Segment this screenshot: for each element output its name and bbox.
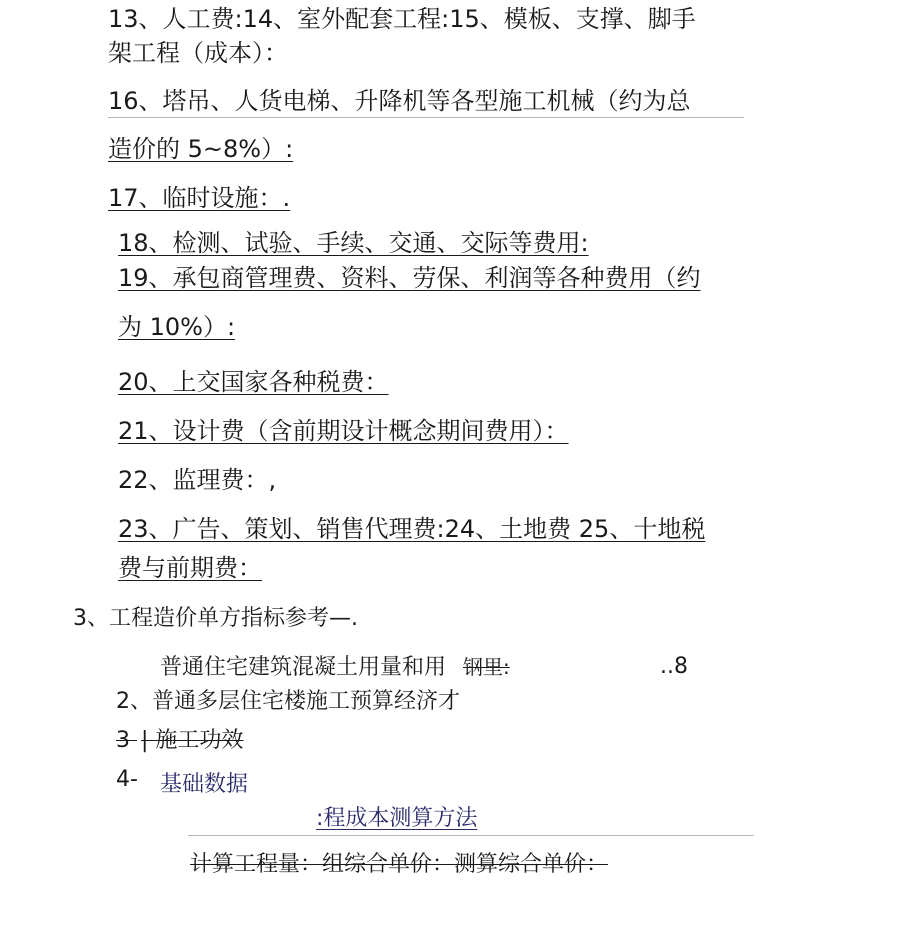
item-17: 17、临时设施：. xyxy=(108,184,291,212)
toc-item-4-number: 4- xyxy=(116,767,138,792)
toc-item-3-text: 施工功效 xyxy=(155,728,244,753)
toc-item-6: 计算工程量：组综合单价：测算综合单价： xyxy=(190,852,609,877)
toc-item-3 xyxy=(116,726,243,756)
item-22: 22、监理费：, xyxy=(118,466,277,494)
toc-item-1-text: 普通住宅建筑混凝土用量和用 xyxy=(160,655,447,680)
toc-item-1-struck: 钢里: xyxy=(463,655,510,679)
item-18: 18、检测、试验、手续、交通、交际等费用: xyxy=(118,229,589,257)
toc-item-5: :程成本测算方法 xyxy=(316,806,478,831)
item-23-line2: 费与前期费： xyxy=(118,554,262,582)
toc-item-3-separator: | xyxy=(141,728,149,753)
toc-item-1-page: ..8 xyxy=(660,654,688,679)
toc-item-2: 2、普通多层住宅楼施工预算经济才 xyxy=(116,689,460,714)
item-19-line1: 19、承包商管理费、资料、劳保、利润等各种费用（约 xyxy=(118,264,701,292)
toc-item-3-number: 3 xyxy=(116,728,130,753)
toc-item-4-text: 基础数据 xyxy=(160,772,249,797)
item-16-line1: 16、塔吊、人货电梯、升降机等各型施工机械（约为总 xyxy=(108,87,691,115)
item-13-15-line2: 架工程（成本）： xyxy=(108,39,288,67)
section-3-heading: 3、工程造价单方指标参考—. xyxy=(73,606,358,631)
item-19-line2: 为 10%）: xyxy=(118,313,236,341)
item-16-line2: 造价的 5~8%）: xyxy=(108,135,294,163)
item-23-line1: 23、广告、策划、销售代理费:24、土地费 25、十地税 xyxy=(118,515,706,543)
item-21: 21、设计费（含前期设计概念期间费用）： xyxy=(118,417,569,445)
item-13-15-line1: 13、人工费:14、室外配套工程:15、模板、支撑、脚手 xyxy=(108,5,696,33)
toc-item-1 xyxy=(160,652,510,683)
divider-line xyxy=(108,117,744,118)
item-20: 20、上交国家各种税费： xyxy=(118,368,389,396)
toc-divider xyxy=(188,835,754,836)
